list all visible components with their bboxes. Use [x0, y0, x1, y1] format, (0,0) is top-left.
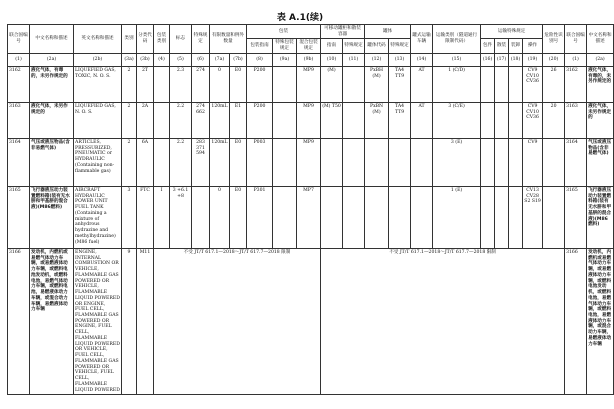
group-head-portable-tank: 可移动罐柜和散装容器 — [321, 25, 365, 39]
table-row — [8, 248, 614, 394]
cell-operation: CV9 CV10 CV36 — [523, 66, 543, 102]
header-row-1 — [8, 25, 614, 39]
cell-class: 2 — [122, 138, 137, 186]
cell-hazard-id — [543, 186, 565, 248]
cell-transport-category: 1 (E) — [433, 186, 481, 248]
cell-special: 274 662 — [192, 102, 210, 138]
cell-tank-special-2: TA4 TT9 — [389, 66, 411, 102]
cell-bulk — [495, 66, 509, 102]
cell-tank-vehicle — [411, 138, 433, 186]
col-num: (4) — [154, 53, 170, 66]
cell-label: 2.2 — [170, 102, 192, 138]
col-head-transport-category: 运输类别（隧道通行限制代码） — [433, 25, 481, 54]
cell-packing-group: I — [154, 186, 170, 248]
col-num: (1) — [8, 53, 30, 66]
table-row — [8, 138, 614, 186]
col-num: (14) — [411, 53, 433, 66]
cell-mixed-packing: MP9 — [297, 102, 321, 138]
cell-name-cn-2: 气压或液压物品(含非易燃气体) — [587, 138, 614, 186]
cell-un: 3166 — [8, 248, 30, 394]
cell-packing-group — [154, 138, 170, 186]
col-head-bulk: 散装 — [495, 39, 509, 53]
cell-class-code: 2A — [137, 102, 154, 138]
cell-transport-category: 3 (C/E) — [433, 102, 481, 138]
cell-mixed-packing: MP9 — [297, 138, 321, 186]
cell-name-en: AIRCRAFT HYDRAULIC POWER UNIT FUEL TANK (Containing a mixture of anhydrous hydrazine and methylhydrazine) (M86 fuel) — [74, 186, 122, 248]
cell-packing-instr: P301 — [247, 186, 273, 248]
col-num: (2b) — [74, 53, 122, 66]
cell-limited-qty: 0 — [210, 66, 230, 102]
col-head-label: 标志 — [170, 25, 192, 54]
cell-packages — [481, 102, 495, 138]
cell-un-2: 3164 — [565, 138, 587, 186]
col-head-tank-code: 罐体代码 — [365, 39, 389, 53]
col-num: (3b) — [137, 53, 154, 66]
col-head-tank-special: 特殊规定 — [343, 39, 365, 53]
cell-packing-instr: P200 — [247, 66, 273, 102]
cell-loading — [509, 102, 523, 138]
cell-name-cn-2: 发动机，内燃机或易燃气体动力车辆，或易燃液体动力车辆，或燃料电池发动机，或燃料电池，易燃气体动力车辆，或燃料电池，易燃液体动力车辆，或混合动力车辆，易燃液体动力车辆 — [587, 248, 614, 394]
cell-un: 3163 — [8, 102, 30, 138]
group-head-special-transport: 运输特殊规定 — [481, 25, 543, 39]
col-num: (10) — [321, 53, 343, 66]
cell-tank-special — [343, 66, 365, 102]
col-head-hazard-id: 危险性识别号 — [543, 25, 565, 54]
cell-tank-instr — [321, 138, 343, 186]
cell-hazard-id: 26 — [543, 66, 565, 102]
cell-special-packing — [273, 186, 297, 248]
col-head-un-2: 联合国编号 — [565, 25, 587, 54]
cell-label: 2.3 — [170, 66, 192, 102]
cell-name-cn: 发动机，内燃机或易燃气体动力车辆，或易燃液体动力车辆，或燃料电池发动机，或燃料电池，易燃气体动力车辆，或燃料电池，易燃液体动力车辆，或混合动力车辆，易燃液体动力车辆 — [30, 248, 74, 394]
cell-tank-code — [365, 186, 389, 248]
cell-excepted-qty: E0 — [230, 66, 247, 102]
cell-un-2: 3162 — [565, 66, 587, 102]
cell-class-code: 6A — [137, 138, 154, 186]
col-head-packages: 包件 — [481, 39, 495, 53]
cell-packages — [481, 186, 495, 248]
col-num: (11) — [343, 53, 365, 66]
cell-un-2: 3163 — [565, 102, 587, 138]
table-row — [8, 102, 614, 138]
cell-class: 9 — [122, 248, 137, 394]
cell-class: 2 — [122, 66, 137, 102]
cell-name-en: ENGINE, INTERNAL COMBUSTION OR VEHICLE, FLAMMABLE GAS POWERED OR VEHICLE, FLAMMABLE LIQUID POWERED OR ENGINE, FUEL CELL, FLAMMABLE GAS POWERED OR ENGINE, FUEL CELL, FLAMMABLE LIQUID POWERED OR VEHICLE, FUEL CELL, FLAMMABLE GAS POWERED OR VEHICLE, FUEL CELL, FLAMMABLE LIQUID POWERED — [74, 248, 122, 394]
col-num: (12) — [365, 53, 389, 66]
cell-name-cn: 气压或液压物品(含非易燃气体) — [30, 138, 74, 186]
col-num: (1) — [565, 53, 587, 66]
cell-name-cn-2: 液化气体，未另作规定的 — [587, 102, 614, 138]
cell-operation: CV9 — [523, 138, 543, 186]
cell-packing-instr: P003 — [247, 138, 273, 186]
cell-mixed-packing: MP9 — [297, 66, 321, 102]
cell-bulk — [495, 102, 509, 138]
col-num: (5) — [170, 53, 192, 66]
cell-special-packing — [273, 102, 297, 138]
exemption-note: 不受 JT/T 617.1—2018～JT/T 617.7—2018 限制 — [321, 248, 565, 394]
col-head-packing-instr: 包装指南 — [247, 39, 273, 53]
dangerous-goods-table — [7, 24, 614, 395]
cell-tank-vehicle — [411, 186, 433, 248]
cell-tank-vehicle: AT — [411, 66, 433, 102]
cell-mixed-packing: MP7 — [297, 186, 321, 248]
cell-loading — [509, 186, 523, 248]
table-title: 表 A.1(续) — [276, 13, 324, 23]
col-head-mixed-packing: 混合包装规定 — [297, 39, 321, 53]
col-num: (19) — [523, 53, 543, 66]
cell-tank-instr: (M) T50 — [321, 102, 343, 138]
col-num: (7b) — [230, 53, 247, 66]
cell-tank-special — [343, 138, 365, 186]
col-num: (8) — [247, 53, 273, 66]
cell-name-en: ARTICLES, PRESSURIZED, PNEUMATIC or HYDRAULIC (Containing non-flammable gas) — [74, 138, 122, 186]
cell-tank-vehicle: AT — [411, 102, 433, 138]
cell-class: 3 — [122, 186, 137, 248]
col-head-name-cn: 中文名称和描述 — [30, 25, 74, 54]
cell-tank-special — [343, 186, 365, 248]
col-head-packing-group: 包装类别 — [154, 25, 170, 54]
col-head-tank-special-2: 特殊规定 — [389, 39, 411, 53]
cell-name-en: LIQUEFIED GAS, N. O. S. — [74, 102, 122, 138]
col-num: (9b) — [297, 53, 321, 66]
cell-class-code: M11 — [137, 248, 154, 394]
cell-bulk — [495, 138, 509, 186]
col-num: (2a) — [30, 53, 74, 66]
cell-name-en: LIQUEFIED GAS, TOXIC, N. O. S. — [74, 66, 122, 102]
col-head-name-en: 英文名称和描述 — [74, 25, 122, 54]
col-num: (7a) — [210, 53, 230, 66]
cell-name-cn: 飞行器液压动力装置燃料箱(装有无水肼和甲基肼的混合液)(M86燃料) — [30, 186, 74, 248]
cell-class-code: 2T — [137, 66, 154, 102]
cell-special-packing — [273, 66, 297, 102]
col-head-class-code: 分类代码 — [137, 25, 154, 54]
cell-special — [192, 186, 210, 248]
cell-loading — [509, 138, 523, 186]
column-number-row — [8, 53, 614, 66]
cell-label: 3 +6.1 +8 — [170, 186, 192, 248]
cell-operation: CV9 CV10 CV36 — [523, 102, 543, 138]
cell-bulk — [495, 186, 509, 248]
cell-un: 3164 — [8, 138, 30, 186]
cell-tank-code: PxBN (M) — [365, 102, 389, 138]
col-head-tank-vehicle: 罐式运输车辆 — [411, 25, 433, 54]
cell-hazard-id — [543, 138, 565, 186]
col-head-class: 类别 — [122, 25, 137, 54]
cell-tank-code: PxBH (M) — [365, 66, 389, 102]
col-head-special-packing: 特殊包装规定 — [273, 39, 297, 53]
cell-tank-special — [343, 102, 365, 138]
cell-name-cn-2: 飞行器液压动力装置燃料箱(装有无水肼和甲基肼的混合液)(M86燃料) — [587, 186, 614, 248]
cell-name-cn: 液化气体，有毒的，未另作规定的 — [30, 66, 74, 102]
cell-tank-instr: (M) — [321, 66, 343, 102]
cell-packing-group — [154, 66, 170, 102]
col-head-limited-qty: 有限数量和例外数量 — [210, 25, 247, 54]
col-num: (6) — [192, 53, 210, 66]
col-num: (18) — [509, 53, 523, 66]
group-head-packaging: 包装 — [247, 25, 321, 39]
cell-tank-special-2: TA4 TT9 — [389, 102, 411, 138]
col-head-operation: 操作 — [523, 39, 543, 53]
col-num: (9a) — [273, 53, 297, 66]
col-num: (3a) — [122, 53, 137, 66]
cell-label: 2.2 — [170, 138, 192, 186]
cell-un-2: 3166 — [565, 248, 587, 394]
cell-limited-qty: 120mL — [210, 138, 230, 186]
col-num: (17) — [495, 53, 509, 66]
col-num: (2a) — [587, 53, 614, 66]
cell-un-2: 3165 — [565, 186, 587, 248]
cell-name-cn: 液化气体，未另作规定的 — [30, 102, 74, 138]
cell-transport-category: 1 (C/D) — [433, 66, 481, 102]
cell-special-packing — [273, 138, 297, 186]
cell-limited-qty: 120mL — [210, 102, 230, 138]
cell-transport-category: 3 (E) — [433, 138, 481, 186]
col-num: (20) — [543, 53, 565, 66]
cell-name-cn-2: 液化气体，有毒的，未另作规定的 — [587, 66, 614, 102]
col-head-name-cn-2: 中文名称和描述 — [587, 25, 614, 54]
cell-operation: CV13 CV28 S2 S19 — [523, 186, 543, 248]
table-row — [8, 186, 614, 248]
cell-hazard-id: 20 — [543, 102, 565, 138]
cell-class: 2 — [122, 102, 137, 138]
cell-tank-code — [365, 138, 389, 186]
col-num: (15) — [433, 53, 481, 66]
table-row — [8, 66, 614, 102]
cell-packing-instr: P200 — [247, 102, 273, 138]
cell-packages — [481, 66, 495, 102]
col-head-tank-instr: 指南 — [321, 39, 343, 53]
cell-loading — [509, 66, 523, 102]
cell-packages — [481, 138, 495, 186]
cell-tank-special-2 — [389, 138, 411, 186]
cell-excepted-qty: E0 — [230, 186, 247, 248]
col-head-loading: 装卸 — [509, 39, 523, 53]
col-num: (13) — [389, 53, 411, 66]
col-num: (16) — [481, 53, 495, 66]
cell-excepted-qty: E1 — [230, 102, 247, 138]
cell-excepted-qty: E0 — [230, 138, 247, 186]
cell-un: 3162 — [8, 66, 30, 102]
cell-special: 283 371 594 — [192, 138, 210, 186]
cell-packing-group — [154, 102, 170, 138]
col-head-special: 特殊规定 — [192, 25, 210, 54]
cell-un: 3165 — [8, 186, 30, 248]
col-head-un: 联合国编号 — [8, 25, 30, 54]
cell-limited-qty: 0 — [210, 186, 230, 248]
group-head-tank: 罐体 — [365, 25, 411, 39]
cell-class-code: FTC — [137, 186, 154, 248]
cell-tank-special-2 — [389, 186, 411, 248]
cell-special: 274 — [192, 66, 210, 102]
exemption-note: 不受 JT/T 617.1—2018～JT/T 617.7—2018 限制 — [154, 248, 321, 394]
cell-tank-instr — [321, 186, 343, 248]
